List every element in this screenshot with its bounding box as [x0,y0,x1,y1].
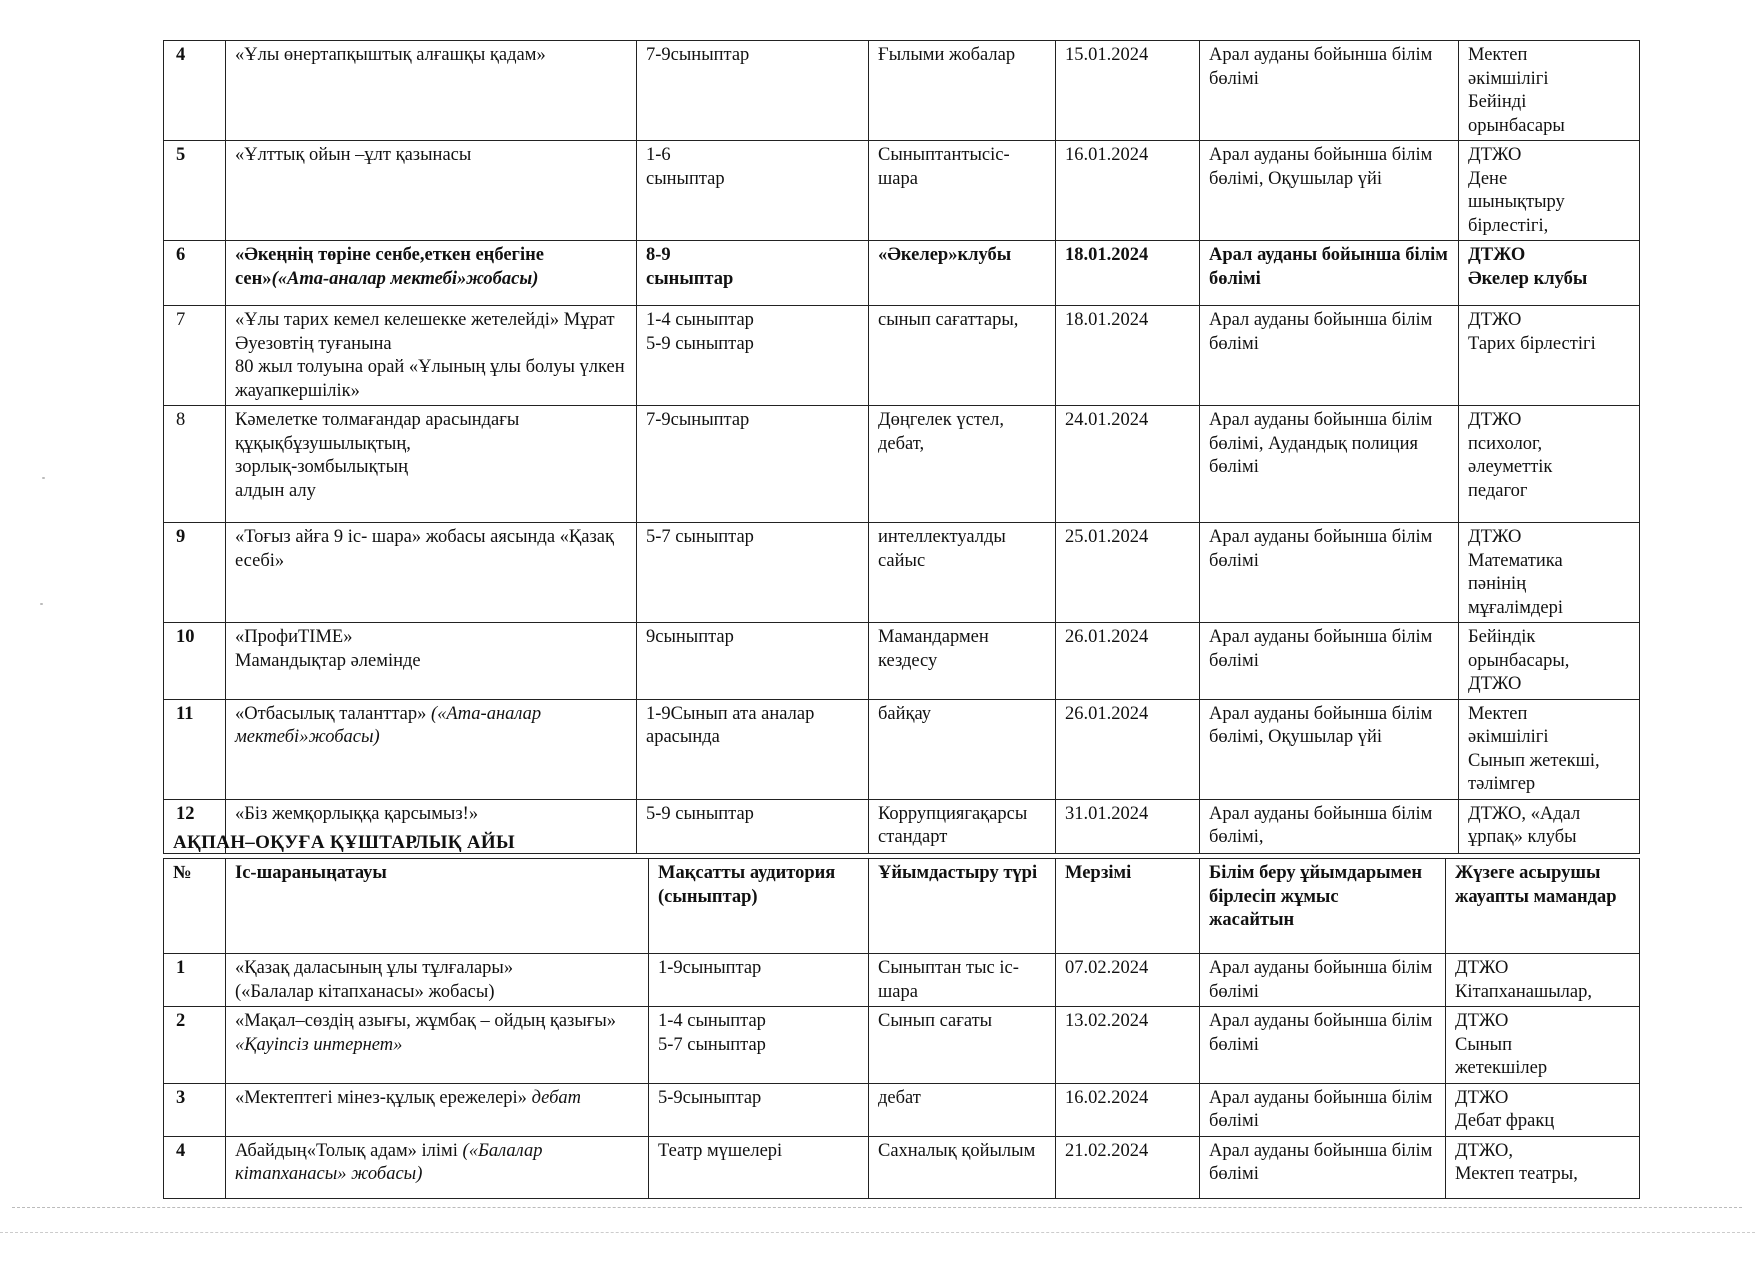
cell-date [1056,523,1200,623]
cell-num-text: 11 [176,703,194,724]
cell-event-text: «Қазақ даласының ұлы тұлғалары» («Балалар кітапханасы» жобасы) [235,958,514,1002]
header-partner: Білім беру ұйымдарымен бірлесіп жұмыс жасайтын [1200,859,1446,954]
cell-form [869,141,1056,241]
header-num: № [164,859,226,954]
cell-date [1056,41,1200,141]
cell-partner-text: Арал ауданы бойынша білім бөлімі [1209,527,1433,571]
cell-audience [637,523,869,623]
cell-date-text: 15.01.2024 [1065,45,1149,65]
cell-event-text: «Ұлы тарих кемел келешекке жетелейді» Мұрат Әуезовтің туғанына 80 жыл толуына орай «Ұлының ұлы болуы үлкен жауапкершілік» [235,310,625,401]
cell-partner [1200,241,1459,306]
cell-event [226,699,637,799]
cell-responsible [1459,623,1640,700]
cell-responsible-text: ДТЖО Әкелер клубы [1468,245,1588,289]
cell-responsible [1446,954,1640,1007]
cell-audience [637,699,869,799]
cell-partner-text: Арал ауданы бойынша білім бөлімі, Аудандық полиция бөлімі [1209,410,1433,477]
table-row [164,1136,1640,1198]
cell-num [164,241,226,306]
cell-event-text: «Мақал–сөздің азығы, жұмбақ – ойдың қазығы» [235,1011,617,1031]
cell-form-text: интеллектуалды сайыс [878,527,1006,571]
cell-audience-text: 1-6 сыныптар [646,145,725,189]
cell-audience-text: Театр мүшелері [658,1140,783,1161]
table-row [164,699,1640,799]
cell-num-text: 3 [176,1087,186,1108]
table-row [164,406,1640,523]
cell-form-text: дебат [878,1087,921,1108]
cell-event [226,1007,649,1084]
cell-form [869,41,1056,141]
cell-audience [637,241,869,306]
cell-partner [1200,799,1459,853]
cell-audience [637,623,869,700]
cell-audience [649,954,869,1007]
cell-form [869,954,1056,1007]
header-responsible: Жүзеге асырушы жауапты мамандар [1446,859,1640,954]
cell-event [226,523,637,623]
cell-responsible [1459,406,1640,523]
scan-artifact-line [0,1232,1755,1233]
cell-responsible-text: ДТЖО Тарих бірлестігі [1468,310,1596,354]
cell-responsible-text: ДТЖО психолог, әлеуметтік педагог [1468,410,1553,501]
cell-form [869,241,1056,306]
cell-date [1056,1136,1200,1198]
cell-audience-text: 7-9сыныптар [646,45,750,65]
cell-partner [1200,1083,1446,1136]
cell-responsible [1446,1136,1640,1198]
cell-form-text: Сыныптантысіс-шара [878,145,1010,189]
cell-event [226,406,637,523]
cell-partner [1200,699,1459,799]
cell-form-text: Мамандармен кездесу [878,627,989,671]
cell-num [164,41,226,141]
cell-responsible-text: ДТЖО Дебат фракц [1455,1087,1555,1131]
scan-speck [42,477,45,479]
cell-form [869,699,1056,799]
cell-responsible-text: Бейіндік орынбасары, ДТЖО [1468,627,1570,694]
cell-partner [1200,523,1459,623]
cell-partner-text: Арал ауданы бойынша білім бөлімі, Оқушылар үйі [1209,703,1433,747]
cell-event-text: Абайдың«Толық адам» ілімі [235,1140,463,1161]
cell-form [869,1083,1056,1136]
cell-responsible [1446,1083,1640,1136]
cell-date [1056,241,1200,306]
cell-event-project-note: («Балалар кітапханасы» жобасы) [235,1140,543,1184]
cell-audience [637,406,869,523]
table-row [164,141,1640,241]
cell-audience-text: 8-9 сыныптар [646,245,734,289]
cell-date [1056,1083,1200,1136]
cell-event-text: «Мектептегі мінез-құлық ережелері» [235,1087,532,1108]
cell-event-text: «ПрофиТIME» Мамандықтар әлемінде [235,627,421,671]
cell-responsible [1459,41,1640,141]
cell-audience-text: 1-4 сыныптар 5-7 сыныптар [658,1011,766,1055]
cell-date-text: 07.02.2024 [1065,958,1149,978]
cell-form-text: байқау [878,703,932,724]
cell-form-text: Коррупциягақарсы стандарт [878,803,1028,847]
cell-form [869,306,1056,406]
table-row [164,1083,1640,1136]
cell-form-text: сынып сағаттары, [878,310,1019,330]
cell-event-text: Кәмелетке толмағандар арасындағы құқықбұзушылықтың, зорлық-зомбылықтың алдын алу [235,410,520,501]
cell-partner [1200,406,1459,523]
cell-partner-text: Арал ауданы бойынша білім бөлімі, Оқушылар үйі [1209,145,1433,189]
cell-num-text: 1 [176,958,186,978]
cell-event [226,306,637,406]
scan-artifact-line [12,1207,1742,1208]
cell-partner [1200,1007,1446,1084]
cell-num [164,1083,226,1136]
table-row [164,1007,1640,1084]
cell-date [1056,306,1200,406]
cell-partner-text: Арал ауданы бойынша білім бөлімі [1209,1011,1433,1055]
cell-event-project-note: («Ата-аналар мектебі»жобасы) [235,703,542,747]
table-row [164,41,1640,141]
cell-audience [649,1083,869,1136]
table-row [164,306,1640,406]
cell-event-text: «Ұлы өнертапқыштық алғашқы қадам» [235,45,546,65]
cell-audience-text: 5-7 сыныптар [646,527,754,547]
cell-responsible [1459,241,1640,306]
cell-responsible [1459,306,1640,406]
cell-partner [1200,1136,1446,1198]
cell-event [226,41,637,141]
cell-num [164,699,226,799]
cell-responsible-text: ДТЖО Сынып жетекшілер [1455,1011,1548,1078]
cell-date-text: 18.01.2024 [1065,310,1149,330]
cell-responsible [1459,699,1640,799]
cell-audience-text: 7-9сыныптар [646,410,750,430]
cell-date-text: 16.01.2024 [1065,145,1149,165]
cell-form [869,1136,1056,1198]
cell-date-text: 25.01.2024 [1065,527,1149,547]
cell-date [1056,954,1200,1007]
cell-num [164,954,226,1007]
cell-date [1056,799,1200,853]
cell-num [164,141,226,241]
cell-audience-text: 1-9Сынып ата аналар арасында [646,703,815,747]
cell-num [164,406,226,523]
cell-responsible-text: ДТЖО Математика пәнінің мұғалімдері [1468,527,1564,618]
cell-audience-text: 1-4 сыныптар 5-9 сыныптар [646,310,754,354]
cell-event [226,1136,649,1198]
cell-event-project-note: («Ата-аналар мектебі»жобасы) [271,268,539,289]
cell-num-text: 2 [176,1011,186,1031]
cell-responsible-text: ДТЖО, «Адал ұрпақ» клубы [1468,803,1581,847]
cell-partner [1200,623,1459,700]
cell-partner-text: Арал ауданы бойынша білім бөлімі [1209,310,1433,354]
cell-event-text: «Отбасылық таланттар» [235,703,431,724]
cell-form-text: Сыныптан тыс іс-шара [878,958,1019,1002]
cell-audience [649,1136,869,1198]
cell-form [869,523,1056,623]
cell-audience-text: 9сыныптар [646,627,734,647]
cell-partner [1200,41,1459,141]
cell-responsible-text: Мектеп әкімшілігі Бейінді орынбасары [1468,45,1565,136]
scan-speck [40,603,43,605]
cell-num-text: 9 [176,527,186,547]
cell-event-project-note: «Қауіпсіз интернет» [235,1034,403,1055]
cell-form [869,799,1056,853]
cell-num-text: 4 [176,45,186,65]
cell-num-text: 6 [176,245,186,265]
cell-event-project-note: дебат [531,1087,582,1108]
cell-partner-text: Арал ауданы бойынша білім бөлімі [1209,958,1433,1002]
cell-partner [1200,141,1459,241]
cell-num-text: 10 [176,627,195,647]
table-row [164,523,1640,623]
cell-event-text: «Біз жемқорлыққа қарсымыз!» [235,803,479,824]
header-event: Іс-шараныңатауы [226,859,649,954]
cell-audience [637,41,869,141]
cell-form-text: Сахналық қойылым [878,1140,1036,1161]
cell-responsible-text: ДТЖО, Мектеп театры, [1455,1140,1578,1184]
cell-date-text: 26.01.2024 [1065,627,1149,647]
cell-partner-text: Арал ауданы бойынша білім бөлімі [1209,1087,1433,1131]
cell-form [869,1007,1056,1084]
cell-date [1056,406,1200,523]
cell-form-text: Сынып сағаты [878,1011,993,1031]
cell-event [226,141,637,241]
table-row [164,623,1640,700]
cell-num-text: 5 [176,145,186,165]
cell-form [869,623,1056,700]
cell-form-text: Ғылыми жобалар [878,45,1016,65]
cell-partner-text: Арал ауданы бойынша білім бөлімі [1209,245,1448,289]
table-row [164,241,1640,306]
cell-event [226,954,649,1007]
cell-responsible [1459,141,1640,241]
cell-responsible-text: ДТЖО Дене шынықтыру бірлестігі, [1468,145,1565,236]
cell-date-text: 18.01.2024 [1065,245,1149,265]
cell-partner-text: Арал ауданы бойынша білім бөлімі, [1209,803,1433,847]
cell-event-text: «Ұлттық ойын –ұлт қазынасы [235,145,472,165]
cell-num [164,523,226,623]
cell-audience [637,141,869,241]
events-table-february [163,858,1640,1199]
cell-event-text: «Әкеңнің төріне сенбе,еткен еңбегіне сен» [235,245,544,289]
cell-date-text: 16.02.2024 [1065,1087,1149,1108]
cell-date [1056,141,1200,241]
cell-partner-text: Арал ауданы бойынша білім бөлімі [1209,627,1433,671]
cell-responsible-text: ДТЖО Кітапханашылар, [1455,958,1592,1002]
cell-date-text: 21.02.2024 [1065,1140,1149,1161]
cell-date-text: 26.01.2024 [1065,703,1149,724]
cell-audience-text: 5-9сыныптар [658,1087,762,1108]
cell-date-text: 13.02.2024 [1065,1011,1149,1031]
cell-audience [637,799,869,853]
cell-date [1056,1007,1200,1084]
cell-audience [637,306,869,406]
header-date: Мерзімі [1056,859,1200,954]
cell-partner-text: Арал ауданы бойынша білім бөлімі [1209,45,1433,89]
cell-responsible [1459,799,1640,853]
cell-event [226,241,637,306]
cell-form-text: «Әкелер»клубы [878,245,1012,265]
cell-date-text: 24.01.2024 [1065,410,1149,430]
cell-partner [1200,306,1459,406]
cell-responsible [1459,523,1640,623]
cell-form-text: Дөңгелек үстел, дебат, [878,410,1004,454]
cell-form [869,406,1056,523]
cell-responsible [1446,1007,1640,1084]
cell-responsible-text: Мектеп әкімшілігі Сынып жетекші, тәлімгер [1468,703,1600,794]
cell-num-text: 12 [176,803,195,824]
section-title: АҚПАН–ОҚУҒА ҚҰШТАРЛЫҚ АЙЫ [173,832,515,853]
cell-audience-text: 1-9сыныптар [658,958,762,978]
cell-date [1056,623,1200,700]
cell-event-text: «Тоғыз айға 9 іс- шара» жобасы аясында «Қазақ есебі» [235,527,614,571]
cell-num-text: 4 [176,1140,186,1161]
cell-num [164,623,226,700]
cell-audience-text: 5-9 сыныптар [646,803,754,824]
table-row [164,954,1640,1007]
cell-partner-text: Арал ауданы бойынша білім бөлімі [1209,1140,1433,1184]
cell-num-text: 7 [176,310,186,330]
cell-num [164,1136,226,1198]
cell-audience [649,1007,869,1084]
cell-num [164,1007,226,1084]
cell-num-text: 8 [176,410,186,430]
cell-event [226,1083,649,1136]
cell-date-text: 31.01.2024 [1065,803,1149,824]
cell-date [1056,699,1200,799]
cell-event [226,623,637,700]
events-table-january [163,40,1640,854]
cell-num [164,306,226,406]
header-audience: Мақсатты аудитория (сыныптар) [649,859,869,954]
cell-partner [1200,954,1446,1007]
header-form: Ұйымдастыру түрі [869,859,1056,954]
header-row [164,859,1640,954]
